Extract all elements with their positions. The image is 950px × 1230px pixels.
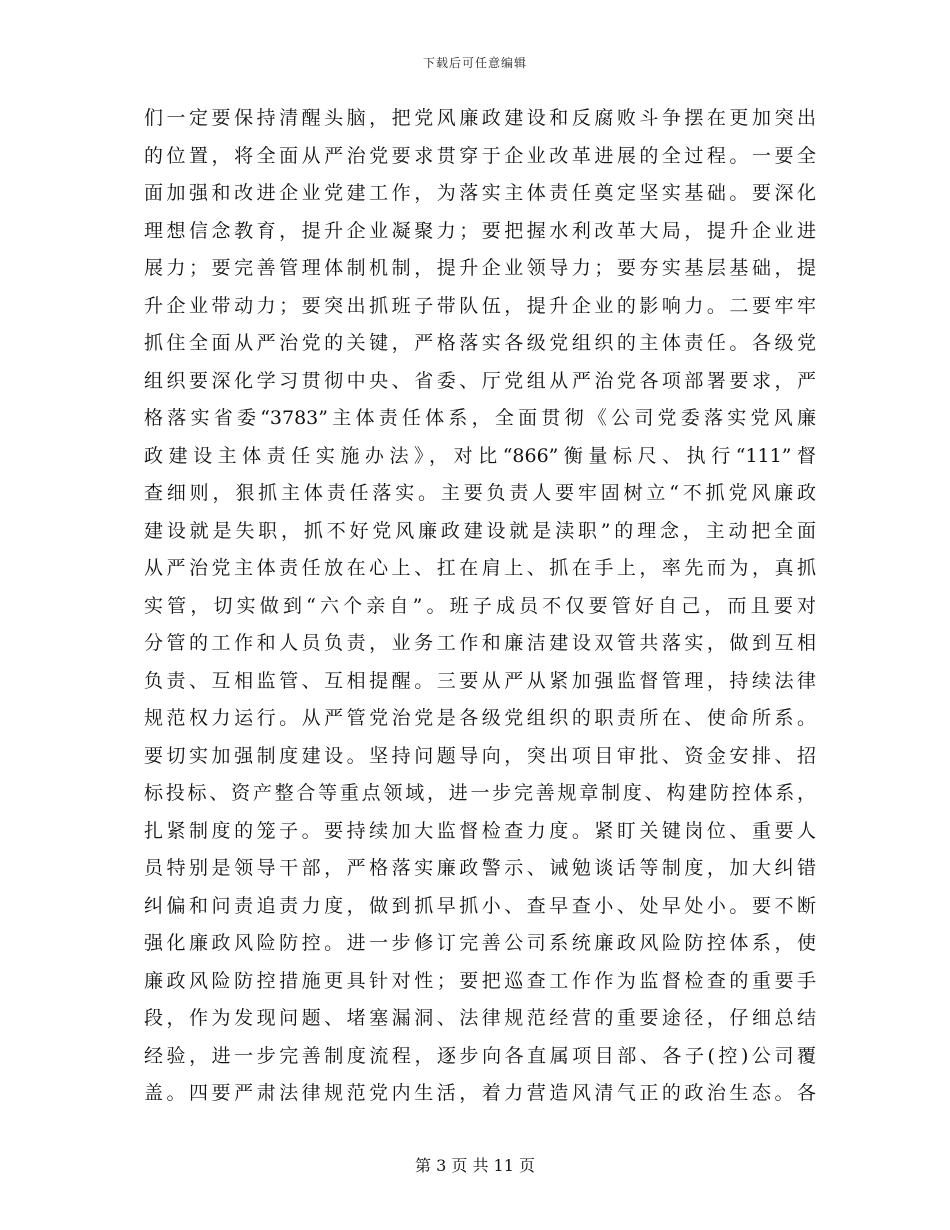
- text-line: 盖。四要严肃法律规范党内生活，着力营造风清气正的政治生态。各: [144, 1082, 816, 1104]
- text-line: 强化廉政风险防控。进一步修订完善公司系统廉政风险防控体系，使: [144, 932, 816, 954]
- document-body: [144, 100, 816, 1113]
- text-line: 廉政风险防控措施更具针对性；要把巡查工作作为监督检查的重要手: [144, 969, 816, 992]
- page-number: 第 3 页 共 11 页: [415, 1156, 535, 1175]
- text-line: 面加强和改进企业党建工作，为落实主体责任奠定坚实基础。要深化: [144, 182, 816, 204]
- text-line: 段，作为发现问题、堵塞漏洞、法律规范经营的重要途径，仔细总结: [144, 1007, 816, 1029]
- text-line: 扎紧制度的笼子。要持续加大监督检查力度。紧盯关键岗位、重要人: [144, 819, 816, 842]
- text-line: 升企业带动力；要突出抓班子带队伍，提升企业的影响力。二要牢牢: [144, 294, 816, 317]
- text-line: 规范权力运行。从严管党治党是各级党组织的职责所在、使命所系。: [144, 707, 816, 729]
- text-line: 抓住全面从严治党的关键，严格落实各级党组织的主体责任。各级党: [144, 332, 816, 354]
- text-line: 从严治党主体责任放在心上、扛在肩上、抓在手上，率先而为，真抓: [144, 557, 816, 579]
- page-header-note: 下载后可任意编辑: [422, 56, 527, 70]
- text-line: 建设就是失职，抓不好党风廉政建设就是渎职”的理念，主动把全面: [144, 519, 816, 542]
- text-line: 展力；要完善管理体制机制，提升企业领导力；要夯实基层基础，提: [144, 257, 816, 279]
- text-line: 标投标、资产整合等重点领域，进一步完善规章制度、构建防控体系，: [144, 782, 816, 804]
- text-line: 政建设主体责任实施办法》，对比“866”衡量标尺、执行“111”督: [144, 444, 816, 467]
- text-line: 经验，进一步完善制度流程，逐步向各直属项目部、各子(控)公司覆: [144, 1044, 816, 1067]
- text-line: 员特别是领导干部，严格落实廉政警示、诫勉谈话等制度，加大纠错: [144, 857, 816, 879]
- text-line: 的位置，将全面从严治党要求贯穿于企业改革进展的全过程。一要全: [144, 144, 816, 167]
- text-line: 组织要深化学习贯彻中央、省委、厅党组从严治党各项部署要求，严: [144, 369, 816, 392]
- text-line: 们一定要保持清醒头脑，把党风廉政建设和反腐败斗争摆在更加突出: [144, 107, 816, 129]
- text-line: 查细则，狠抓主体责任落实。主要负责人要牢固树立“不抓党风廉政: [144, 482, 816, 504]
- text-line: 要切实加强制度建设。坚持问题导向，突出项目审批、资金安排、招: [144, 744, 816, 767]
- text-line: 格落实省委“3783”主体责任体系，全面贯彻《公司党委落实党风廉: [144, 407, 816, 429]
- text-line: 分管的工作和人员负责，业务工作和廉洁建设双管共落实，做到互相: [144, 632, 816, 654]
- text-line: 纠偏和问责追责力度，做到抓早抓小、查早查小、处早处小。要不断: [144, 894, 816, 917]
- text-line: 负责、互相监管、互相提醒。三要从严从紧加强监督管理，持续法律: [144, 669, 816, 692]
- text-line: 理想信念教育，提升企业凝聚力；要把握水利改革大局，提升企业进: [144, 219, 816, 242]
- text-line: 实管，切实做到“六个亲自”。班子成员不仅要管好自己，而且要对: [144, 594, 816, 617]
